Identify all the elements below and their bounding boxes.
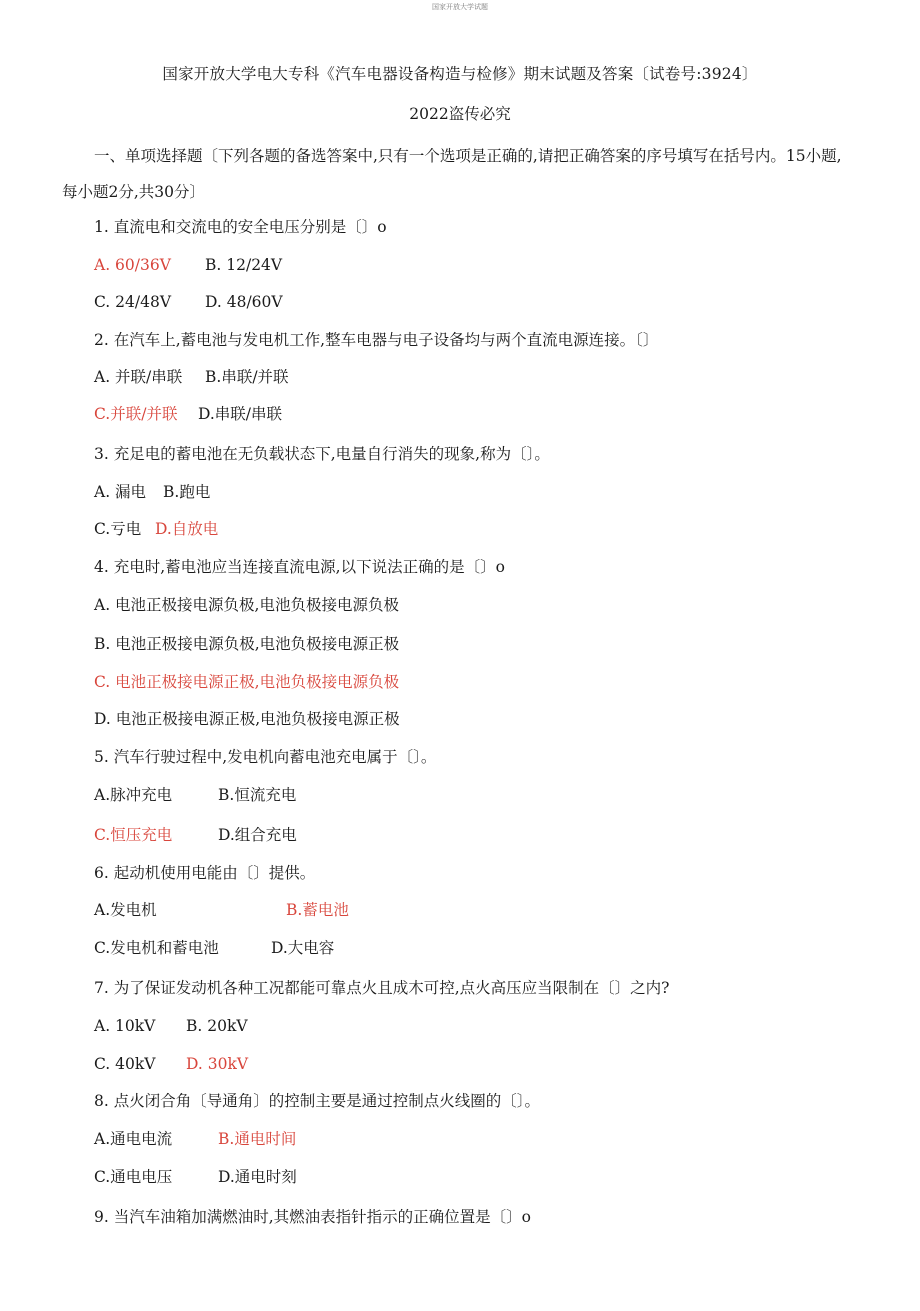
option: A. 漏电 (94, 483, 147, 501)
option-row (94, 1129, 296, 1149)
option-row (94, 1054, 248, 1074)
option: A. 并联/串联 (94, 368, 183, 386)
document-subtitle: 2022盗传必究 (409, 105, 511, 123)
option: C. 24/48V (94, 293, 172, 311)
option-row (94, 255, 282, 275)
option: B. 12/24V (205, 256, 283, 274)
question-stem: 2. 在汽车上,蓄电池与发电机工作,整车电器与电子设备均与两个直流电源连接。〔〕 (94, 331, 659, 349)
question-stem: 8. 点火闭合角〔导通角〕的控制主要是通过控制点火线圈的〔〕。 (94, 1092, 540, 1110)
option-row (94, 785, 296, 805)
option-row (94, 825, 297, 845)
question-stem: 9. 当汽车油箱加满燃油时,其燃油表指针指示的正确位置是〔〕o (94, 1208, 531, 1226)
running-header: 国家开放大学试题 (432, 3, 488, 11)
option: A. 电池正极接电源负极,电池负极接电源负极 (94, 596, 399, 614)
option: D.通电时刻 (218, 1168, 297, 1186)
option: C.发电机和蓄电池 (94, 939, 219, 957)
question-stem: 5. 汽车行驶过程中,发电机向蓄电池充电属于〔〕。 (94, 748, 437, 766)
option: D.大电容 (271, 939, 335, 957)
option-row (94, 367, 289, 387)
option-correct: C.并联/并联 (94, 405, 178, 423)
option: C.通电电压 (94, 1168, 173, 1186)
option-row (94, 1167, 297, 1187)
option-correct: D. 30kV (186, 1055, 249, 1073)
option: D.组合充电 (218, 826, 297, 844)
option: B.串联/并联 (205, 368, 289, 386)
option-correct: C. 电池正极接电源正极,电池负极接电源负极 (94, 673, 400, 691)
question-stem: 7. 为了保证发动机各种工况都能可靠点火且成木可控,点火高压应当限制在〔〕之内? (94, 979, 670, 997)
option: B.恒流充电 (218, 786, 297, 804)
option-correct: D.自放电 (155, 520, 219, 538)
option-correct: A. 60/36V (94, 256, 171, 274)
document-title: 国家开放大学电大专科《汽车电器设备构造与检修》期末试题及答案〔试卷号:3924〕 (162, 65, 758, 83)
option: A.脉冲充电 (94, 786, 173, 804)
option: C.亏电 (94, 520, 142, 538)
option: B.跑电 (163, 483, 211, 501)
option-row (94, 938, 334, 958)
option: D. 电池正极接电源正极,电池负极接电源正极 (94, 710, 400, 728)
section-instructions: 一、单项选择题〔下列各题的备选答案中,只有一个选项是正确的,请把正确答案的序号填写在括号内。15小题,每小题2分,共30分〕 (62, 147, 842, 201)
option-row (94, 482, 210, 502)
option-correct: B.通电时间 (218, 1130, 297, 1148)
option-correct: C.恒压充电 (94, 826, 173, 844)
option: A.通电电流 (94, 1130, 173, 1148)
option-correct: B.蓄电池 (286, 901, 349, 919)
question-stem: 4. 充电时,蓄电池应当连接直流电源,以下说法正确的是〔〕o (94, 558, 505, 576)
question-stem: 6. 起动机使用电能由〔〕提供。 (94, 864, 316, 882)
option: D.串联/串联 (198, 405, 283, 423)
option: A.发电机 (94, 901, 157, 919)
option: B. 20kV (186, 1017, 248, 1035)
option-row (94, 1016, 248, 1036)
question-stem: 3. 充足电的蓄电池在无负载状态下,电量自行消失的现象,称为〔〕。 (94, 445, 550, 463)
option-row (94, 519, 218, 539)
option-row (94, 404, 282, 424)
option: C. 40kV (94, 1055, 156, 1073)
question-stem: 1. 直流电和交流电的安全电压分别是〔〕o (94, 218, 387, 236)
option: D. 48/60V (205, 293, 283, 311)
option-row (94, 900, 349, 920)
option: A. 10kV (94, 1017, 156, 1035)
option: B. 电池正极接电源负极,电池负极接电源正极 (94, 635, 400, 653)
option-row (94, 292, 283, 312)
